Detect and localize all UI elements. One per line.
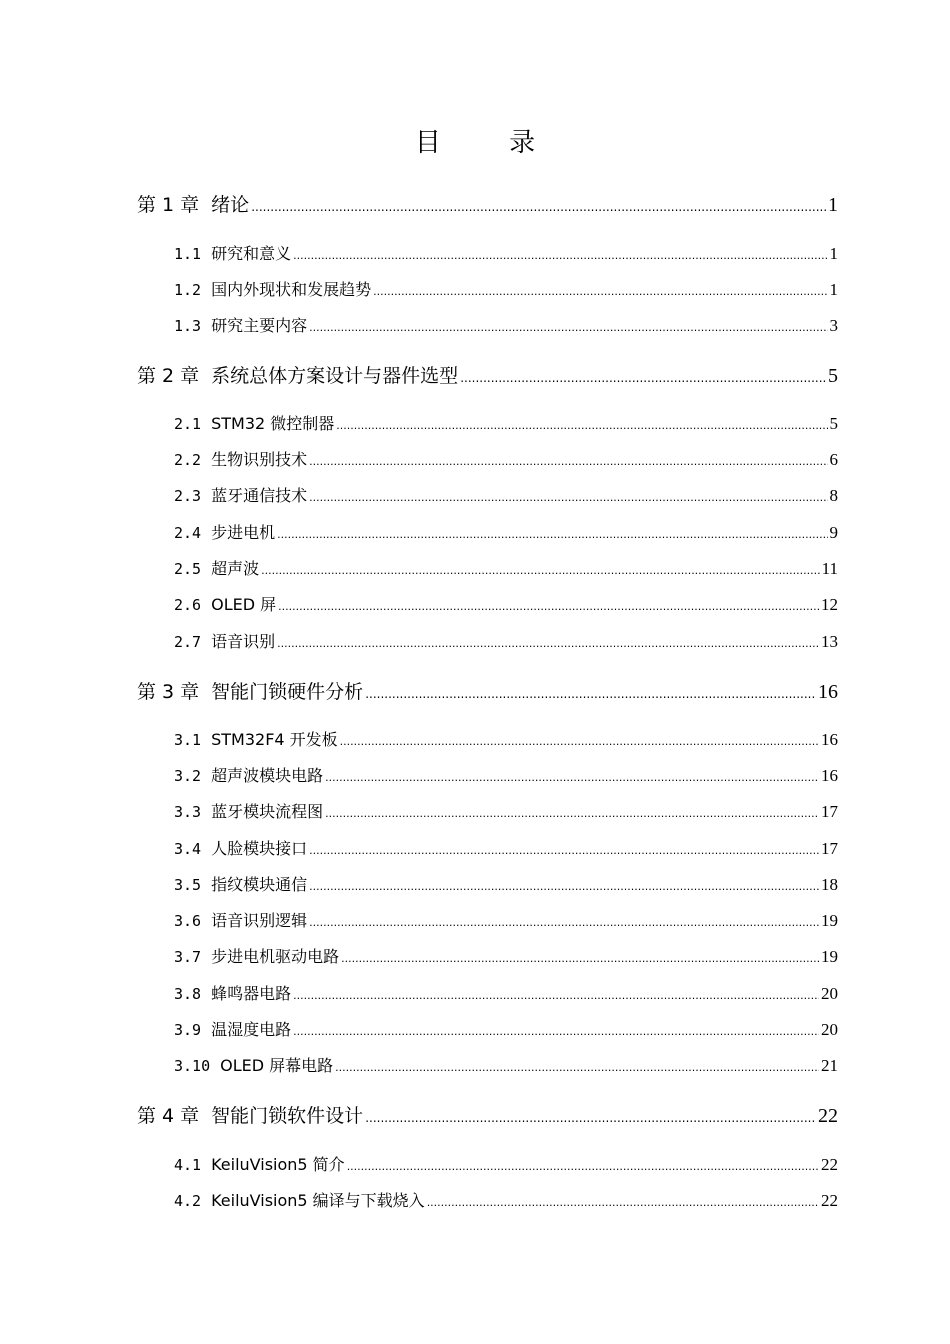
chapter-title: 绪论 xyxy=(211,194,250,216)
toc-section-1-1[interactable] xyxy=(174,241,838,264)
page-number: 1 xyxy=(829,280,838,299)
section-title: 超声波模块电路 xyxy=(211,766,324,785)
section-number: 3.9 xyxy=(174,1021,202,1039)
section-title: 语音识别 xyxy=(211,632,276,651)
section-number: 2.1 xyxy=(174,415,202,433)
leader-dots xyxy=(341,952,819,965)
leader-dots xyxy=(277,637,819,650)
toc-section-3-2[interactable] xyxy=(174,763,838,786)
page-number: 21 xyxy=(821,1056,838,1075)
section-number: 3.1 xyxy=(174,731,202,749)
page-number: 19 xyxy=(821,911,838,930)
toc-section-4-1[interactable] xyxy=(174,1152,838,1175)
toc-section-4-2[interactable] xyxy=(174,1188,838,1211)
page-number: 5 xyxy=(829,414,838,433)
page-number: 16 xyxy=(821,730,838,749)
page-number: 1 xyxy=(829,244,838,263)
toc-section-2-2[interactable] xyxy=(174,447,838,470)
page-number: 1 xyxy=(828,194,838,216)
leader-dots xyxy=(293,249,827,262)
leader-dots xyxy=(261,564,820,577)
leader-dots xyxy=(277,528,827,541)
leader-dots xyxy=(365,1111,816,1125)
page-number: 9 xyxy=(829,523,838,542)
chapter-number: 第 4 章 xyxy=(137,1105,200,1127)
toc-section-3-5[interactable] xyxy=(174,872,838,895)
page-title: 目 录 xyxy=(414,128,566,158)
page-number: 20 xyxy=(821,1020,838,1039)
section-number: 1.2 xyxy=(174,281,202,299)
page-number: 17 xyxy=(821,839,838,858)
chapter-title: 智能门锁硬件分析 xyxy=(211,681,364,703)
leader-dots xyxy=(293,1025,819,1038)
page-number: 20 xyxy=(821,984,838,1003)
section-title: OLED 屏 xyxy=(211,595,277,614)
section-number: 3.2 xyxy=(174,767,202,785)
leader-dots xyxy=(293,989,819,1002)
toc-section-3-4[interactable] xyxy=(174,836,838,859)
section-title: 蓝牙通信技术 xyxy=(211,486,308,505)
leader-dots xyxy=(335,1061,819,1074)
chapter-number: 第 3 章 xyxy=(137,681,200,703)
leader-dots xyxy=(325,807,819,820)
section-number: 3.4 xyxy=(174,840,202,858)
leader-dots xyxy=(278,600,819,613)
page-number: 22 xyxy=(818,1105,838,1127)
section-number: 4.1 xyxy=(174,1156,202,1174)
leader-dots xyxy=(365,687,816,701)
leader-dots xyxy=(427,1196,819,1209)
section-title: STM32F4 开发板 xyxy=(211,730,338,749)
section-title: OLED 屏幕电路 xyxy=(220,1056,334,1075)
toc-section-3-8[interactable] xyxy=(174,981,838,1004)
page-number: 6 xyxy=(829,450,838,469)
section-title: 蜂鸣器电路 xyxy=(211,984,292,1003)
toc-section-3-6[interactable] xyxy=(174,908,838,931)
section-number: 4.2 xyxy=(174,1192,202,1210)
section-title: 国内外现状和发展趋势 xyxy=(211,280,372,299)
toc-section-2-6[interactable] xyxy=(174,592,838,615)
leader-dots xyxy=(251,200,826,214)
section-number: 2.6 xyxy=(174,596,202,614)
leader-dots xyxy=(347,1160,819,1173)
section-number: 3.10 xyxy=(174,1057,211,1075)
page-number: 11 xyxy=(821,559,838,578)
toc-section-3-7[interactable] xyxy=(174,944,838,967)
toc-section-1-2[interactable] xyxy=(174,277,838,300)
page-number: 12 xyxy=(821,595,838,614)
page-number: 22 xyxy=(821,1191,838,1210)
page-number: 16 xyxy=(818,681,838,703)
leader-dots xyxy=(309,491,827,504)
section-number: 3.8 xyxy=(174,985,202,1003)
section-number: 2.4 xyxy=(174,524,202,542)
leader-dots xyxy=(309,844,819,857)
section-title: 人脸模块接口 xyxy=(211,839,308,858)
toc-chapter-4[interactable] xyxy=(137,1101,838,1128)
section-title: 超声波 xyxy=(211,559,260,578)
chapter-number: 第 1 章 xyxy=(137,194,200,216)
section-number: 3.5 xyxy=(174,876,202,894)
page-number: 19 xyxy=(821,947,838,966)
section-title: 温湿度电路 xyxy=(211,1020,292,1039)
toc-section-3-1[interactable] xyxy=(174,727,838,750)
page-number: 22 xyxy=(821,1155,838,1174)
toc-chapter-2[interactable] xyxy=(137,361,838,388)
section-title: 语音识别逻辑 xyxy=(211,911,308,930)
leader-dots xyxy=(309,880,819,893)
section-number: 1.1 xyxy=(174,245,202,263)
chapter-number: 第 2 章 xyxy=(137,365,200,387)
page-number: 5 xyxy=(828,365,838,387)
leader-dots xyxy=(309,321,827,334)
section-title: 步进电机 xyxy=(211,523,276,542)
leader-dots xyxy=(340,735,819,748)
toc-section-3-9[interactable] xyxy=(174,1017,838,1040)
page-number: 18 xyxy=(821,875,838,894)
chapter-title: 系统总体方案设计与器件选型 xyxy=(211,365,459,387)
page-number: 16 xyxy=(821,766,838,785)
leader-dots xyxy=(373,285,827,298)
section-title: 指纹模块通信 xyxy=(211,875,308,894)
toc-section-2-5[interactable] xyxy=(174,556,838,579)
leader-dots xyxy=(309,916,819,929)
toc-section-1-3[interactable] xyxy=(174,313,838,336)
page-number: 17 xyxy=(821,802,838,821)
toc-chapter-1[interactable] xyxy=(137,190,838,217)
section-number: 2.7 xyxy=(174,633,202,651)
page-number: 13 xyxy=(821,632,838,651)
toc-section-2-4[interactable] xyxy=(174,520,838,543)
leader-dots xyxy=(460,371,826,385)
section-title: 研究和意义 xyxy=(211,244,292,263)
section-number: 2.2 xyxy=(174,451,202,469)
section-number: 3.7 xyxy=(174,948,202,966)
section-title: 蓝牙模块流程图 xyxy=(211,802,324,821)
toc-section-2-3[interactable] xyxy=(174,483,838,506)
section-title: KeiluVision5 简介 xyxy=(211,1155,345,1174)
toc-section-3-3[interactable] xyxy=(174,799,838,822)
section-title: STM32 微控制器 xyxy=(211,414,335,433)
section-title: 研究主要内容 xyxy=(211,316,308,335)
section-number: 2.5 xyxy=(174,560,202,578)
section-title: KeiluVision5 编译与下载烧入 xyxy=(211,1191,425,1210)
section-number: 1.3 xyxy=(174,317,202,335)
section-number: 3.3 xyxy=(174,803,202,821)
page-number: 8 xyxy=(829,486,838,505)
section-number: 3.6 xyxy=(174,912,202,930)
toc-section-3-10[interactable] xyxy=(174,1053,838,1076)
toc-section-2-7[interactable] xyxy=(174,629,838,652)
section-title: 步进电机驱动电路 xyxy=(211,947,340,966)
section-title: 生物识别技术 xyxy=(211,450,308,469)
leader-dots xyxy=(309,455,827,468)
page-number: 3 xyxy=(829,316,838,335)
leader-dots xyxy=(336,419,827,432)
leader-dots xyxy=(325,771,819,784)
toc-section-2-1[interactable] xyxy=(174,411,838,434)
chapter-title: 智能门锁软件设计 xyxy=(211,1105,364,1127)
toc-chapter-3[interactable] xyxy=(137,677,838,704)
section-number: 2.3 xyxy=(174,487,202,505)
